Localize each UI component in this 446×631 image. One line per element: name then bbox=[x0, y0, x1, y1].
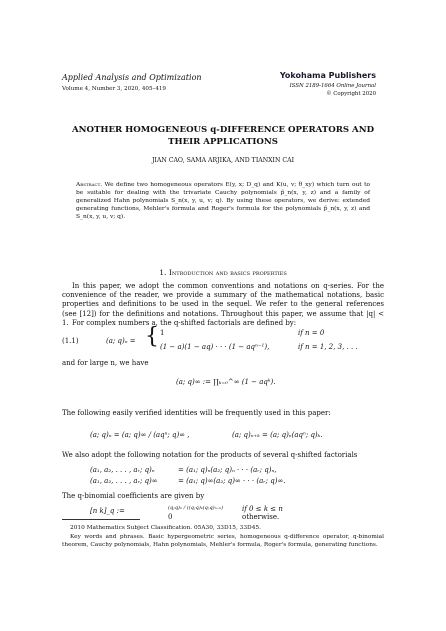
footnote-keywords: Key words and phrases. Basic hypergeometric series, homogeneous q-difference operator, q-binomial theorem, Cauchy polynomials, Hahn polynomials, Mehler's formula, Roger's formula, generating functions. bbox=[62, 534, 384, 548]
paragraph-identities: The following easily verified identities will be frequently used in this paper: bbox=[62, 409, 331, 417]
eq5-lhs: [n k]_q := bbox=[90, 507, 125, 515]
eq5-case2: 0 bbox=[168, 513, 173, 521]
eq1-cond2: if n = 1, 2, 3, . . . bbox=[298, 343, 358, 351]
paragraph-large-n: and for large n, we have bbox=[62, 359, 149, 367]
paragraph-qshifted: For complex numbers a, the q-shifted factorials are defined by: bbox=[72, 319, 297, 327]
eq4a-rhs: = (a₁; q)ₙ(a₂; q)ₙ · · · (aᵣ; q)ₙ, bbox=[178, 466, 277, 474]
eq1-case1: 1 bbox=[160, 329, 165, 337]
eq4b-rhs: = (a₁; q)∞(a₂; q)∞ · · · (aᵣ; q)∞. bbox=[178, 477, 286, 485]
eq4a-lhs: (a₁, a₂, . . . , aᵣ; q)ₙ bbox=[90, 466, 155, 474]
eq4b-lhs: (a₁, a₂, . . . , aᵣ; q)∞ bbox=[90, 477, 158, 485]
volume-info: Volume 4, Number 3, 2020, 405–419 bbox=[62, 86, 166, 92]
abstract-text: We define two homogeneous operators E(y, x; D_q) and K(u, v; θ_xy) which turn out to be suitable for dealing with the trivariate Cauchy polynomials p̃_n(x, y, z) and a family of generalized Hahn polynomials S_n(x, y, u, v; q). By using these operators, we derive: extended generating functions, Mehler's formula and Roger's formula for the polynomials p̃_n(x, y, z) and S_n(x, y, u, v; q). bbox=[76, 182, 370, 221]
abstract-label: Abstract. bbox=[76, 182, 103, 188]
eq5-cond1: if 0 ≤ k ≤ n bbox=[242, 505, 283, 513]
issn: ISSN 2189-1664 Online Journal bbox=[289, 83, 376, 89]
eq5-cond2: otherwise. bbox=[242, 513, 280, 521]
abstract bbox=[76, 181, 370, 221]
paper-title-line2: THEIR APPLICATIONS bbox=[168, 137, 278, 147]
copyright: © Copyright 2020 bbox=[326, 91, 376, 97]
eq1-cond1: if n = 0 bbox=[298, 329, 325, 337]
section-heading bbox=[0, 268, 446, 277]
footnote-rule bbox=[62, 519, 140, 520]
eq1-case2: (1 − a)(1 − aq) · · · (1 − aqⁿ⁻¹), bbox=[160, 343, 270, 351]
journal-name: Applied Analysis and Optimization bbox=[62, 73, 202, 82]
equation-number: (1.1) bbox=[62, 337, 79, 345]
eq3b: (a; q)ₙ₊ₖ = (a; q)ₙ(aqⁿ; q)ₖ. bbox=[232, 431, 323, 439]
section-number: 1. bbox=[159, 268, 167, 277]
eq5-case1: (q;q)ₙ / ((q;q)ₖ(q;q)ₙ₋ₖ) bbox=[168, 505, 224, 511]
eq3a: (a; q)ₙ = (a; q)∞ / (aqⁿ; q)∞ , bbox=[90, 431, 190, 439]
paragraph-intro: In this paper, we adopt the common conventions and notations on q-series. For the convenience of the reader, we provide a summary of the mathematical notations, basic properties and definitions to be used in the sequel. We refer to the general references (see [12]) for the definitions and notations. Throughout this paper, we assume that |q| < 1. bbox=[62, 282, 384, 327]
eq1-brace: { bbox=[145, 324, 159, 349]
eq2: (a; q)∞ := ∏ₖ₌₀^∞ (1 − aqᵏ). bbox=[176, 378, 276, 386]
footnote-msc: 2010 Mathematics Subject Classification. 05A30, 33D15, 33D45. bbox=[70, 525, 261, 531]
paragraph-products: We also adopt the following notation for the products of several q-shifted factorials bbox=[62, 451, 358, 459]
publisher-name: Yokohama Publishers bbox=[279, 71, 376, 80]
authors: JIAN CAO, SAMA ARJIKA, AND TIANXIN CAI bbox=[151, 157, 295, 164]
paragraph-binomial: The q-binomial coefficients are given by bbox=[62, 492, 205, 500]
section-title: Introduction and basics properties bbox=[168, 268, 287, 277]
paper-title-line1: ANOTHER HOMOGENEOUS q-DIFFERENCE OPERATORS AND bbox=[71, 125, 375, 135]
eq1-lhs: (a; q)ₙ = bbox=[106, 337, 136, 345]
